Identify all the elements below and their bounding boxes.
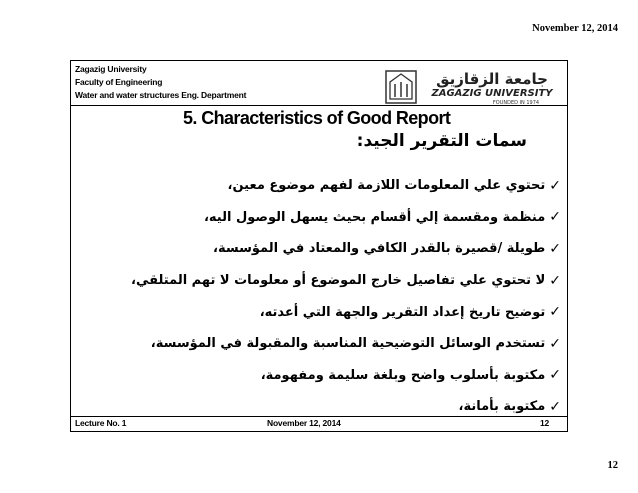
footer-slide-number: 12 [539,418,549,428]
slide [70,60,568,432]
slide-title: 5. Characteristics of Good Report [183,108,451,128]
list-item [81,202,561,234]
university-logo [384,68,564,106]
faculty-name: Faculty of Engineering [75,77,163,87]
check-icon: ✓ [549,304,561,321]
page-number: 12 [607,460,618,471]
list-item [81,233,561,265]
characteristics-list [81,170,561,423]
list-item [81,360,561,392]
logo-english: ZAGAZIG UNIVERSITY [431,88,553,99]
footer-divider [71,416,567,417]
check-icon: ✓ [549,272,561,289]
footer-date: November 12, 2014 [267,418,341,428]
list-item [81,265,561,297]
logo-arabic: جامعة الزقازيق [436,70,548,88]
list-item [81,296,561,328]
logo-founded: FOUNDED IN 1974 [492,100,540,106]
list-item-text: منظمة ومقسمة إلي أقسام بحيث يسهل الوصول اليه، [203,209,546,225]
check-icon: ✓ [549,209,561,226]
list-item-text: تستخدم الوسائل التوضيحية المناسبة والمقبولة في المؤسسة، [150,336,546,352]
department-name: Water and water structures Eng. Department [75,90,247,100]
check-icon: ✓ [549,240,561,257]
footer-lecture: Lecture No. 1 [75,418,127,428]
list-item [81,170,561,202]
list-item-text: توضيح تاريخ إعداد التقرير والجهة التي أعدته، [259,304,546,320]
list-item-text: مكتوبة بأسلوب واضح وبلغة سليمة ومفهومة، [260,367,546,383]
list-item-text: مكتوبة بأمانة، [458,399,546,415]
check-icon: ✓ [549,177,561,194]
institution-header [75,63,246,102]
list-item-text: لا تحتوي علي تفاصيل خارج الموضوع أو معلومات لا تهم المتلقي، [131,273,546,289]
university-name: Zagazig University [75,64,147,74]
list-item [81,328,561,360]
list-item-text: تحتوي علي المعلومات اللازمة لفهم موضوع معين، [227,178,546,194]
arabic-subtitle: سمات التقرير الجيد: [356,131,527,151]
check-icon: ✓ [549,398,561,415]
check-icon: ✓ [549,335,561,352]
check-icon: ✓ [549,367,561,384]
university-emblem-icon [386,71,416,103]
list-item-text: طويلة /قصيرة بالقدر الكافي والمعتاد في المؤسسة، [213,241,546,257]
header-divider [71,105,567,106]
top-date: November 12, 2014 [532,23,618,34]
